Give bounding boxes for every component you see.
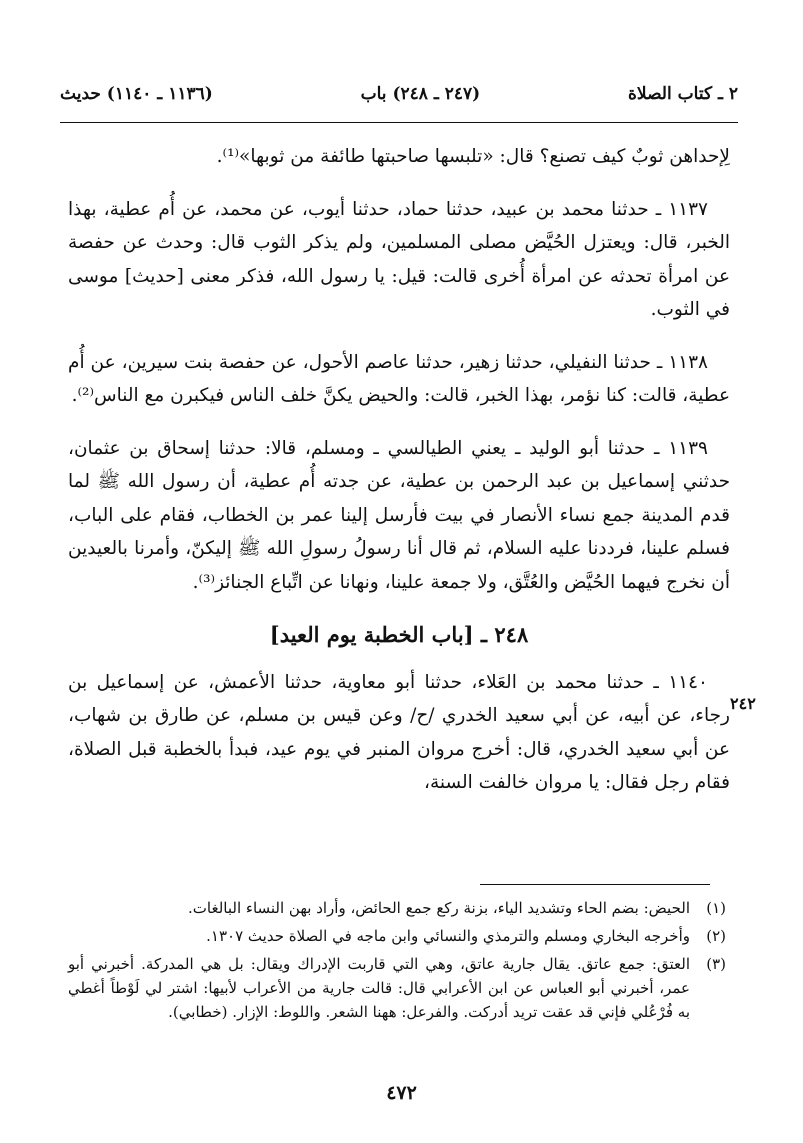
running-header [60,84,738,104]
header-chapter-range: (٢٤٧ ـ ٢٤٨) باب [360,84,481,104]
footnote-number: (٣) [706,955,726,973]
page-number: ٤٧٢ [386,1082,417,1104]
footnote-text: وأخرجه البخاري ومسلم والترمذي والنسائي وابن ماجه في الصلاة حديث ١٣٠٧. [206,927,690,945]
footnote-3 [68,952,726,1024]
footnote-2 [68,924,726,948]
main-text [68,140,730,819]
footnote-divider [480,884,710,885]
hadith-1139: ١١٣٩ ـ حدثنا أبو الوليد ـ يعني الطيالسي ـ ومسلم، قالا: حدثنا إسحاق بن عثمان، حدثني إسماعيل بن عبد الرحمن بن عطية، عن جدته أُم عطية، أن رسول الله ﷺ لما قدم المدينة جمع نساء الأنصار في بيت فأرسل إلينا عمر بن الخطاب، فقام على الباب، فسلم علينا، فرددنا عليه السلام، ثم قال أنا رسولُ رسولِ الله ﷺ إليكنّ، وأمرنا بالعيدين أن نخرج فيهما الحُيَّض والعُتَّق، ولا جمعة علينا، ونهانا عن اتِّباع الجنائز⁽³⁾. [68,437,730,593]
footnotes [68,896,726,1028]
header-hadith-range: (١١٣٦ ـ ١١٤٠) حديث [60,84,213,104]
footnote-number: (١) [706,899,726,917]
footnote-text: العتق: جمع عاتق. يقال جارية عاتق، وهي التي قاربت الإدراك ويقال: بل هي المدركة. أخبرني أبو عمر، أخبرني أبو العباس عن ابن الأعرابي قال: قالت جارية من الأعراب لأبيها: اشتر لي لَوْطاً أغطي به فُرْعُلي فإني قد عقت تريد أدركت. والفرعل: ههنا الشعر. واللوط: الإزار. (خطابي). [68,955,690,1021]
hadith-1138: ١١٣٨ ـ حدثنا النفيلي، حدثنا زهير، حدثنا عاصم الأحول، عن حفصة بنت سيرين، عن أُم عطية، قالت: كنا نؤمر، بهذا الخبر، قالت: والحيض يكنَّ خلف الناس فيكبرن مع الناس⁽²⁾. [68,351,730,406]
header-divider [60,122,738,123]
footnote-1 [68,896,726,920]
paragraph-continuation: لِإحداهن ثوبٌ كيف تصنع؟ قال: «تلبسها صاحبتها طائفة من ثوبها»⁽¹⁾. [216,146,730,167]
margin-reference-number: ٢٤٢ [730,694,756,713]
hadith-1140: ١١٤٠ ـ حدثنا محمد بن العَلاء، حدثنا أبو معاوية، حدثنا الأعمش، عن إسماعيل بن رجاء، عن أبيه، عن أبي سعيد الخدري /ح/ وعن قيس بن مسلم، عن طارق بن شهاب، عن أبي سعيد الخدري، قال: أخرج مروان المنبر في يوم عيد، فبدأ بالخطبة قبل الصلاة، فقام رجل فقال: يا مروان خالفت السنة، [68,671,730,793]
hadith-1137: ١١٣٧ ـ حدثنا محمد بن عبيد، حدثنا حماد، حدثنا أيوب، عن محمد، عن أُم عطية، بهذا الخبر، قال: ويعتزل الحُيَّض مصلى المسلمين، ولم يذكر الثوب قال: وحدث عن حفصة عن امرأة تحدثه عن امرأة أُخرى قالت: قيل: يا رسول الله، فذكر معنى [حديث] موسى في الثوب. [68,198,730,320]
chapter-heading: ٢٤٨ ـ [باب الخطبة يوم العيد] [269,622,529,647]
footnote-number: (٢) [706,927,726,945]
header-book-title: ٢ ـ كتاب الصلاة [628,84,738,104]
footnote-text: الحيض: بضم الحاء وتشديد الياء، بزنة ركع جمع الحائض، وأراد بهن النساء البالغات. [188,899,690,917]
